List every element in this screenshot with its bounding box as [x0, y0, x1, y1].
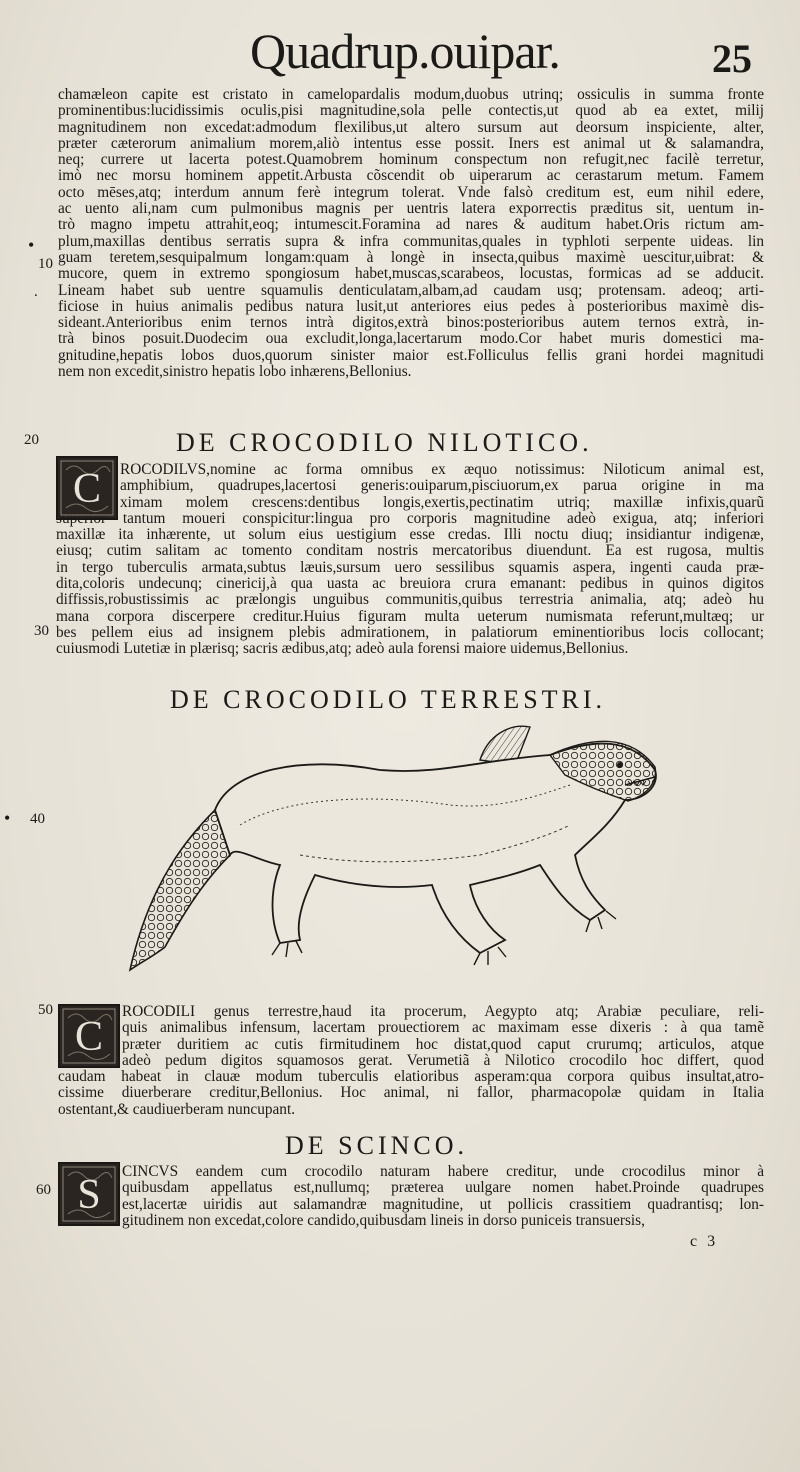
text-line: in tergo tuberculis armata,subtus læuis,sursum uero sessilibus squamis aspera, ingenti cauda præ-	[56, 559, 764, 576]
svg-text:C: C	[72, 466, 102, 512]
margin-number-40: 40	[30, 811, 45, 827]
text-line: gnitudine,hepatis lobos duos,quorum sinister maior est.Folliculus fellis grani hordei magnitudi	[58, 347, 764, 364]
text-line: prominentibus:lucidissimis oculis,pisi magnitudine,sola pelle contectis,ut quod ab ea extet, milij	[58, 103, 764, 120]
text-line: CINCVS eandem cum crocodilo naturam habere creditur, unde crocodilus minor à	[122, 1164, 764, 1180]
text-line: dita,coloris undecunq; cinericij,à qua uasta ac breuiora crura emanant: pedibus in quinos digitos	[56, 576, 764, 593]
eye-icon	[617, 762, 623, 768]
text-line: nem non excedit,sinistro hepatis lobo inhærens,Bellonius.	[58, 364, 412, 381]
margin-number-50: 50	[38, 1002, 53, 1018]
text-line: eiusq; cutim salitam ac tomento conditam nostris mercatoribus diuendunt. Ea est rugosa, multis	[56, 543, 764, 560]
text-line: cuiusmodi Lutetiæ in plærisq; sacris ædibus,atq; adeò aula forensi maiore uidemus,Bellonius.	[56, 641, 629, 658]
chamaeleon-paragraph	[58, 87, 764, 380]
woodcut-crocodile-illustration	[120, 715, 660, 1000]
text-line: bes pellem eius ad insignem plebis admirationem, in palatiorum eminentioribus locis collocant;	[56, 624, 764, 641]
margin-number-10: 10	[38, 256, 53, 272]
scinco-paragraph	[58, 1164, 764, 1229]
text-line: sideant.Anterioribus enim ternos intrà digitos,extrà binos:posterioribus autem ternos extrà, in-	[58, 315, 764, 332]
margin-number-20: 20	[24, 432, 39, 448]
text-line: præter duritiem ac cutis firmitudinem hoc distat,quod caput crurumq; articulos, atque	[122, 1036, 764, 1053]
text-line: ROCODILI genus terrestre,haud ita procerum, Aegypto atq; Arabiæ peculiare, reli-	[122, 1004, 764, 1020]
nilotico-paragraph	[56, 462, 764, 658]
margin-bullet: •	[4, 808, 11, 828]
text-line: chamæleon capite est cristato in camelopardalis modum,duobus utrinq; ossiculis in summa fronte	[58, 87, 764, 103]
section-heading-nilotico: DE CROCODILO NILOTICO.	[176, 428, 593, 457]
margin-dot: .	[34, 284, 38, 300]
svg-text:C: C	[74, 1014, 104, 1060]
text-line: neq; currere ut lacerta potest.Quamobrem hominum conspectum non refugit,nec facilè terretur,	[58, 152, 764, 169]
text-line: præter cæterorum animalium morem,aliò intentus esse possit. Iners est animal ut & salamandra,	[58, 135, 764, 152]
text-line: magnitudinem non excedat:admodum flexilibus,ut altero sursum aut deorsum inspiciente, alter,	[58, 119, 764, 136]
svg-text:S: S	[77, 1172, 101, 1218]
section-heading-scinco: DE SCINCO.	[285, 1131, 469, 1160]
text-line: ficiose in huius animalis pedibus natura lusit,ut anteriores eius pedes à posterioribus maximè dis-	[58, 298, 764, 315]
text-line: quibusdam appellatus est,nullumq; præterea uulgare nomen habet.Proinde quadrupes	[122, 1180, 764, 1197]
text-line: amphibium, quadrupes,lacertosi generis:ouiparum,pisciuorum,ex parua origine in ma	[120, 478, 764, 495]
text-line: plum,maxillas dentibus serratis supra & infra communitas,quales in typhloti serpente uideas. lin	[58, 233, 764, 250]
text-line: trò magno impetu attrahit,eoq; intumescit.Foramina ad nares & auditum habet.Oris rictum am-	[58, 217, 764, 234]
text-line: quis animalibus infensum, lacertam prouectiorem ac maximam esse dixeris : à qua tamẽ	[122, 1020, 764, 1037]
margin-number-30: 30	[34, 623, 49, 639]
text-line: mucore, quem in extremo spongiosum habet,muscas,scarabeos, locustas, formicas ad se adducit.	[58, 266, 764, 283]
text-line: adeò pedum digitos squamosos gerat. Verumetiã à Nilotico crocodilo hoc differt, quod	[122, 1052, 764, 1069]
text-line: superior tantum moueri conspicitur:lingua pro corporis magnitudine adeò exigua, atq; inferiori	[56, 510, 764, 527]
text-line: maxillæ ita inhærente, ut solum eius uestigium esse credas. Illi noctu diuq; insidiantur indigenæ,	[56, 527, 764, 544]
margin-number-60: 60	[36, 1182, 51, 1198]
text-line: caudam habeat in clauæ modum tuberculis elatioribus asperam:qua corpora quibus insultat,atro-	[58, 1069, 764, 1086]
margin-bullet: •	[28, 235, 35, 255]
text-line: mana corpora discerpere creditur.Huius figuram multa ueterum numismata referunt,multæq; ur	[56, 608, 764, 625]
text-line: imò nec morsu hominem appetit.Arbusta cõscendit ob uiperarum ac cerastarum metum. Famem	[58, 168, 764, 185]
text-line: Lineam habet sub uentre squamulis denticulatam,albam,ad caudam usq; protensam. adeoq; arti-	[58, 282, 764, 299]
folio-number: 25	[712, 36, 752, 81]
text-line: gitudinem non excedat,colore candido,quibusdam lineis in dorso puniceis transuersis,	[122, 1212, 645, 1229]
text-line: octo mēses,atq; interdum annum ferè integrum tolerat. Vnde falsò creditum est, eum nihil edere,	[58, 184, 764, 201]
text-line: cissime diuerberare creditur,Bellonius. Hoc animal, ni fallor, pharmacopolæ quidam in Italia	[58, 1085, 764, 1102]
text-line: trà binos posuit.Duodecim oua excludit,longa,lacertarum modo.Cor habet muris domestici ma-	[58, 331, 764, 348]
text-line: diffissis,robustissimis ac prælongis unguibus communitis,quibus terrestria animalia, atq; adeò hu	[56, 592, 764, 609]
text-line: ximam molem crescens:dentibus longis,exertis,pectinatim utriq; maxillæ infixis,quarũ	[120, 494, 764, 511]
page-header	[0, 20, 800, 90]
text-line: est,lacertæ uiridis aut salamandræ magnitudine, ut pollicis crassitiem quadrantisq; lon-	[122, 1196, 764, 1213]
text-line: ac uento ali,nam cum pulmonibus magnis per uentris latera exporrectis præditus sit, uentum in-	[58, 201, 764, 218]
running-title: Quadrup.ouipar.	[250, 23, 560, 79]
text-line: ostentant,& caudiuerberam nuncupant.	[58, 1101, 296, 1118]
signature-mark: c 3	[690, 1233, 719, 1250]
text-line: ROCODILVS,nomine ac forma omnibus ex æquo notissimus: Niloticum animal est,	[120, 462, 764, 478]
text-line: guam teretem,sesquipalmum longam:quam à longè in insecta,quibus maximè uescitur,uibrat: &	[58, 249, 764, 266]
terrestri-paragraph	[58, 1004, 764, 1118]
section-heading-terrestri: DE CROCODILO TERRESTRI.	[170, 685, 607, 714]
